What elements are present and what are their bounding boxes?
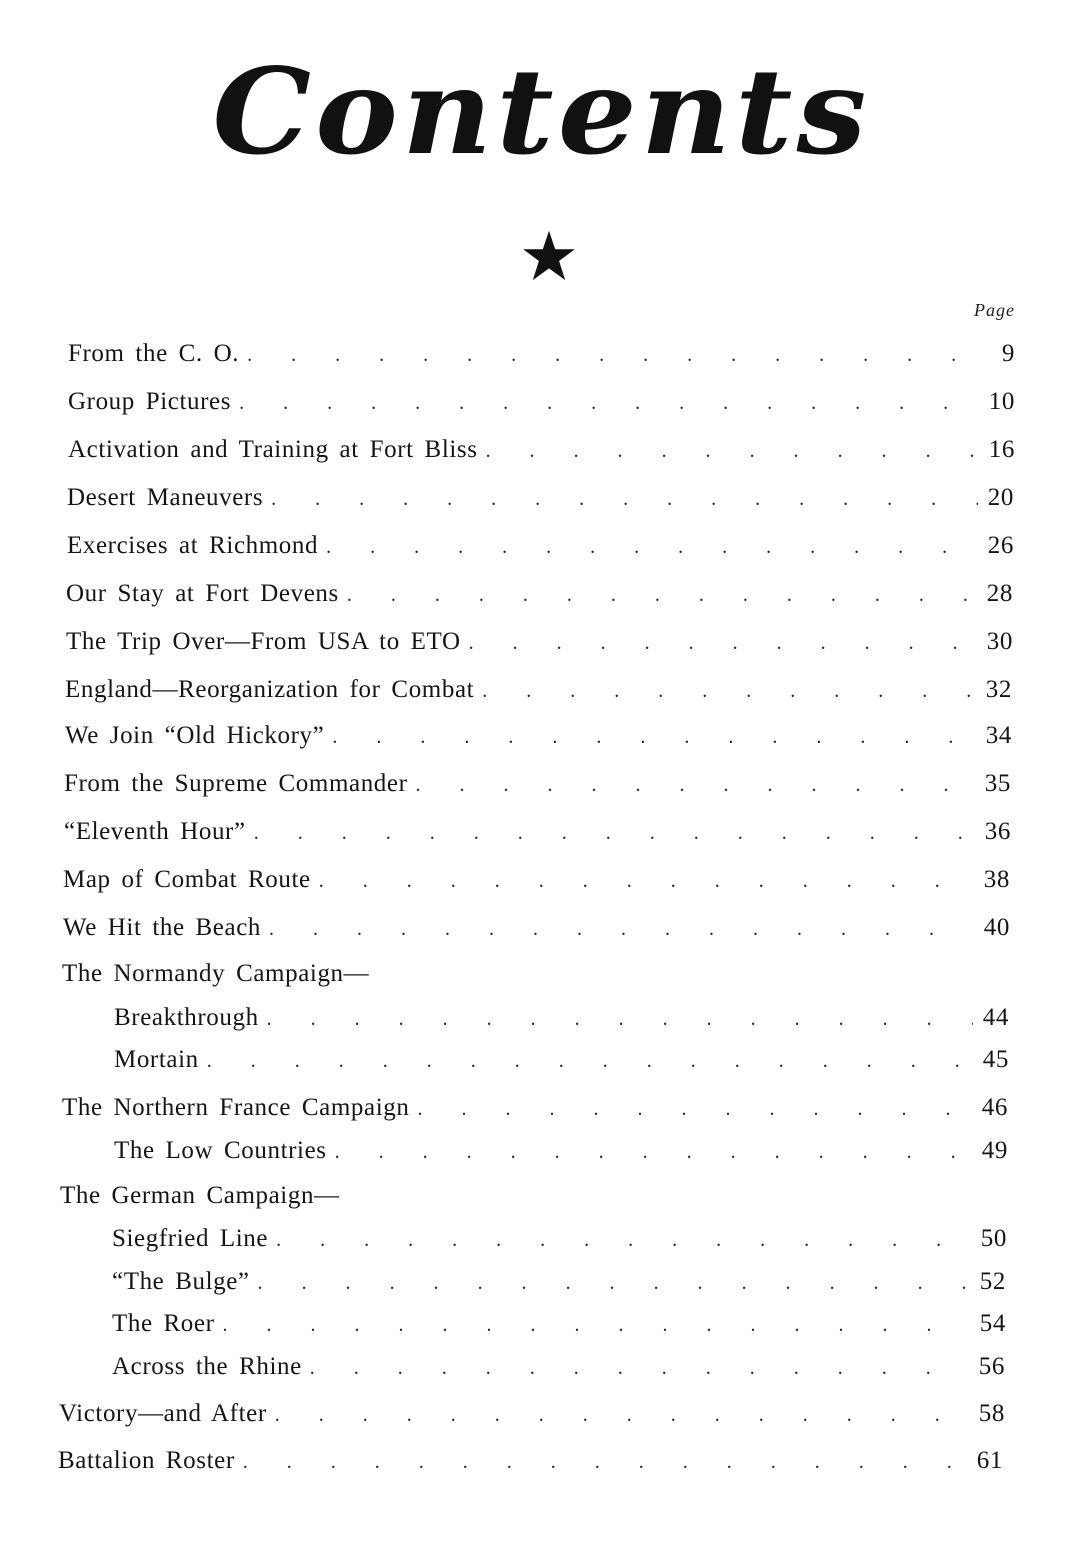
toc-entry-label: Group Pictures <box>68 388 232 415</box>
toc-entry <box>65 676 1012 710</box>
toc-entry <box>64 818 1011 852</box>
toc-entry-label: The Normandy Campaign— <box>62 960 370 987</box>
toc-entry-label: Our Stay at Fort Devens <box>66 580 339 607</box>
toc-subentry <box>114 1046 1009 1080</box>
page-column-label: Page <box>974 300 1015 320</box>
toc-entry <box>63 914 1010 948</box>
toc-entry-page: 61 <box>976 1447 1003 1474</box>
toc-entry <box>66 580 1013 614</box>
toc-entry-page: 36 <box>984 818 1011 845</box>
dot-leader <box>258 1272 970 1295</box>
toc-entry-label: Mortain <box>114 1046 199 1073</box>
toc-entry-label: Desert Maneuvers <box>67 484 264 511</box>
toc-entry-page: 28 <box>986 580 1013 607</box>
toc-subentry <box>112 1268 1006 1302</box>
toc-subentry <box>112 1353 1005 1387</box>
toc-entry-label: The Northern France Campaign <box>62 1094 410 1121</box>
toc-entry-page: 45 <box>982 1046 1009 1073</box>
dot-leader <box>243 1451 967 1474</box>
toc-entry <box>68 436 1015 470</box>
toc-entry-label: From the Supreme Commander <box>64 770 408 797</box>
dot-leader <box>254 822 975 845</box>
toc-entry-page: 35 <box>984 770 1011 797</box>
dot-leader <box>310 1357 969 1380</box>
dot-leader <box>269 918 974 941</box>
dot-leader <box>271 488 978 511</box>
dot-leader <box>417 1098 971 1121</box>
toc-entry-label: We Hit the Beach <box>63 914 261 941</box>
toc-entry <box>62 1094 1008 1128</box>
toc-entry-page: 26 <box>987 532 1014 559</box>
toc-entry-label: Activation and Training at Fort Bliss <box>68 436 478 463</box>
toc-entry <box>65 722 1012 756</box>
dot-leader <box>347 584 977 607</box>
toc-entry-page: 46 <box>981 1094 1008 1121</box>
toc-entry <box>63 866 1010 900</box>
dot-leader <box>486 440 979 463</box>
toc-entry-page: 9 <box>1001 340 1015 367</box>
dot-leader <box>276 1229 971 1252</box>
dot-leader <box>247 344 979 367</box>
dot-leader <box>239 392 979 415</box>
toc-section-heading <box>62 960 1009 994</box>
dot-leader <box>482 680 976 703</box>
toc-entry-page: 10 <box>988 388 1015 415</box>
toc-entry-page: 40 <box>983 914 1010 941</box>
toc-entry <box>68 388 1015 422</box>
toc-entry-page: 49 <box>981 1137 1008 1164</box>
toc-entry-page: 30 <box>986 628 1013 655</box>
toc-entry <box>67 484 1014 518</box>
toc-entry-page: 44 <box>982 1004 1009 1031</box>
toc-subentry <box>112 1225 1007 1259</box>
dot-leader <box>335 1141 972 1164</box>
toc-entry-label: Battalion Roster <box>58 1447 235 1474</box>
toc-entry-label: Breakthrough <box>114 1004 259 1031</box>
toc-entry-label: The Low Countries <box>114 1137 327 1164</box>
toc-entry-label: We Join “Old Hickory” <box>65 722 325 749</box>
dot-leader <box>469 632 977 655</box>
toc-entry-label: The Trip Over—From USA to ETO <box>66 628 461 655</box>
toc-entry <box>58 1447 1003 1481</box>
toc-entry-page: 54 <box>979 1310 1006 1337</box>
toc-entry-label: From the C. O. <box>68 340 240 367</box>
toc-entry-label: “The Bulge” <box>112 1268 250 1295</box>
page-title: Contents <box>212 42 871 181</box>
toc-entry-page: 52 <box>979 1268 1006 1295</box>
dot-leader <box>416 774 975 797</box>
toc-entry-page: 50 <box>980 1225 1007 1252</box>
toc-entry-page: 20 <box>987 484 1014 511</box>
dot-leader <box>326 536 978 559</box>
toc-subentry <box>112 1310 1006 1344</box>
toc-subentry <box>114 1137 1008 1171</box>
toc-entry-page: 16 <box>988 436 1015 463</box>
toc-entry-page: 38 <box>983 866 1010 893</box>
toc-entry-label: The German Campaign— <box>60 1182 340 1209</box>
toc-entry-label: Exercises at Richmond <box>67 532 319 559</box>
dot-leader <box>207 1050 973 1073</box>
toc-entry <box>59 1400 1005 1434</box>
toc-entry-label: Victory—and After <box>59 1400 267 1427</box>
toc-entry-label: The Roer <box>112 1310 215 1337</box>
toc-entry <box>67 532 1014 566</box>
toc-entry-label: Siegfried Line <box>112 1225 269 1252</box>
dot-leader <box>275 1404 969 1427</box>
toc-subentry <box>114 1004 1009 1038</box>
toc-entry <box>64 770 1011 804</box>
toc-entry <box>68 340 1015 374</box>
dot-leader <box>267 1008 973 1031</box>
toc-entry-label: Map of Combat Route <box>63 866 311 893</box>
dot-leader <box>223 1314 970 1337</box>
toc-entry-label: “Eleventh Hour” <box>64 818 246 845</box>
toc-entry <box>66 628 1013 662</box>
toc-entry-page: 58 <box>978 1400 1005 1427</box>
toc-entry-page: 34 <box>985 722 1012 749</box>
toc-entry-label: England—Reorganization for Combat <box>65 676 475 703</box>
toc-entry-page: 32 <box>985 676 1012 703</box>
dot-leader <box>332 726 975 749</box>
toc-entry-page: 56 <box>978 1353 1005 1380</box>
toc-section-heading <box>60 1182 1007 1216</box>
dot-leader <box>319 870 974 893</box>
toc-entry-label: Across the Rhine <box>112 1353 302 1380</box>
